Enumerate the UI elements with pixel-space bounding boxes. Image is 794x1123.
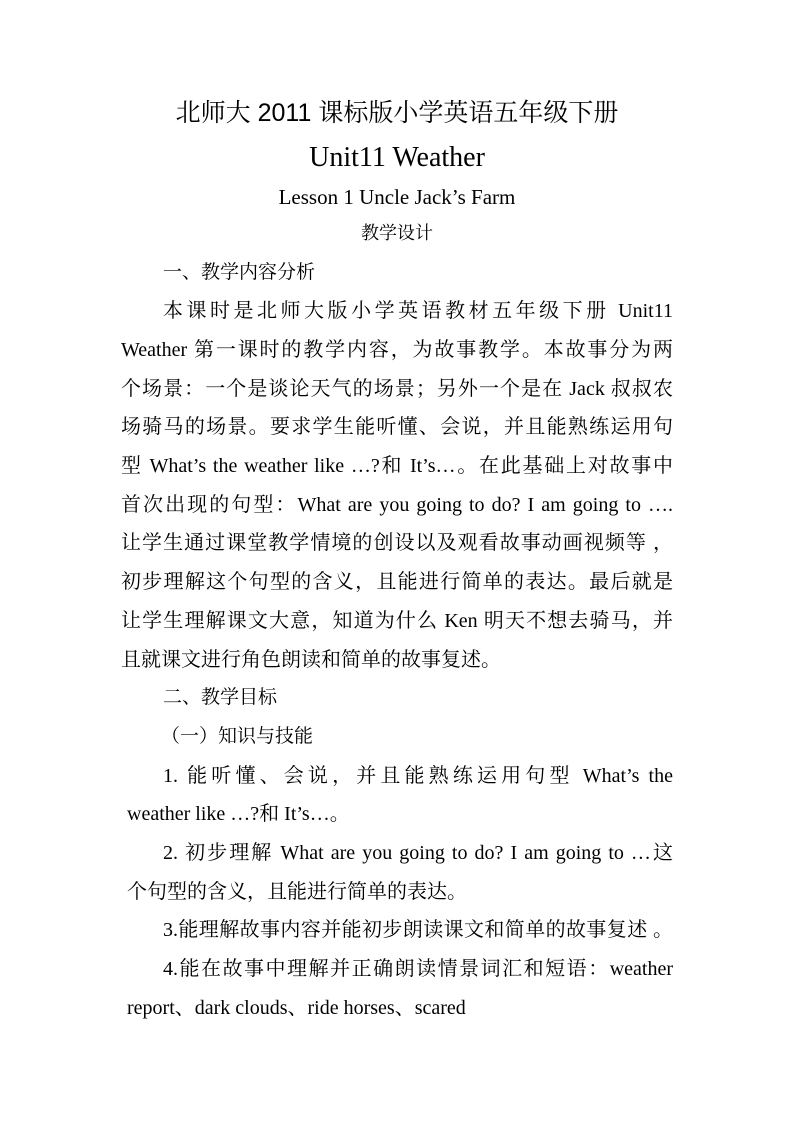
- paragraph-line: 场骑马的场景。要求学生能听懂、会说，并且能熟练运用句: [121, 416, 673, 439]
- section-heading: 二、教学目标: [163, 687, 278, 709]
- goal-item-2: [121, 834, 673, 911]
- goal-line: 4.能在故事中理解并正确朗读情景词汇和短语：weather: [163, 958, 673, 981]
- document-type: 教学设计: [361, 223, 433, 243]
- paragraph-line: 初步理解这个句型的含义，且能进行简单的表达。最后就是: [121, 571, 673, 594]
- paragraph-line: Weather 第一课时的教学内容，为故事教学。本故事分为两: [121, 338, 673, 361]
- document-body: [121, 254, 673, 1028]
- paragraph-line: 且就课文进行角色朗读和简单的故事复述。: [121, 648, 501, 671]
- section-heading: 一、教学内容分析: [163, 261, 316, 283]
- teaching-goals-section: [121, 679, 673, 1027]
- goal-item-3: [121, 911, 673, 950]
- paragraph-line: 让学生通过课堂教学情境的创设以及观看故事动画视频等 ，: [121, 532, 673, 555]
- goal-line: report、dark clouds、ride horses、scared: [127, 996, 466, 1019]
- goal-line: 个句型的含义，且能进行简单的表达。: [127, 880, 467, 903]
- paragraph-line: 首次出现的句型：What are you going to do? I am going to ….: [121, 493, 673, 516]
- subsection-heading: （一）知识与技能: [161, 725, 314, 747]
- content-analysis-section: [121, 254, 673, 680]
- goal-line: weather like …?和 It’s…。: [127, 803, 350, 826]
- paragraph-line: 本课时是北师大版小学英语教材五年级下册 Unit11: [163, 300, 673, 323]
- goal-line: 3.能理解故事内容并能初步朗读课文和简单的故事复述 。: [163, 919, 673, 942]
- goal-item-4: [121, 950, 673, 1027]
- goal-line: 1. 能听懂、会说，并且能熟练运用句型 What’s the: [163, 764, 673, 787]
- goal-line: 2. 初步理解 What are you going to do? I am going to …这: [163, 842, 673, 865]
- paragraph-line: 让学生理解课文大意，知道为什么 Ken 明天不想去骑马，并: [121, 609, 673, 632]
- paragraph: [121, 292, 673, 679]
- goal-item-1: [121, 757, 673, 834]
- paragraph-line: 个场景：一个是谈论天气的场景；另外一个是在 Jack 叔叔农: [121, 377, 673, 400]
- document-title: 北师大 2011 课标版小学英语五年级下册: [175, 99, 619, 127]
- lesson-title: Lesson 1 Uncle Jack’s Farm: [278, 185, 516, 209]
- paragraph-line: 型 What’s the weather like …?和 It’s…。在此基础上对故事中: [121, 455, 673, 478]
- unit-title: Unit11 Weather: [309, 142, 485, 173]
